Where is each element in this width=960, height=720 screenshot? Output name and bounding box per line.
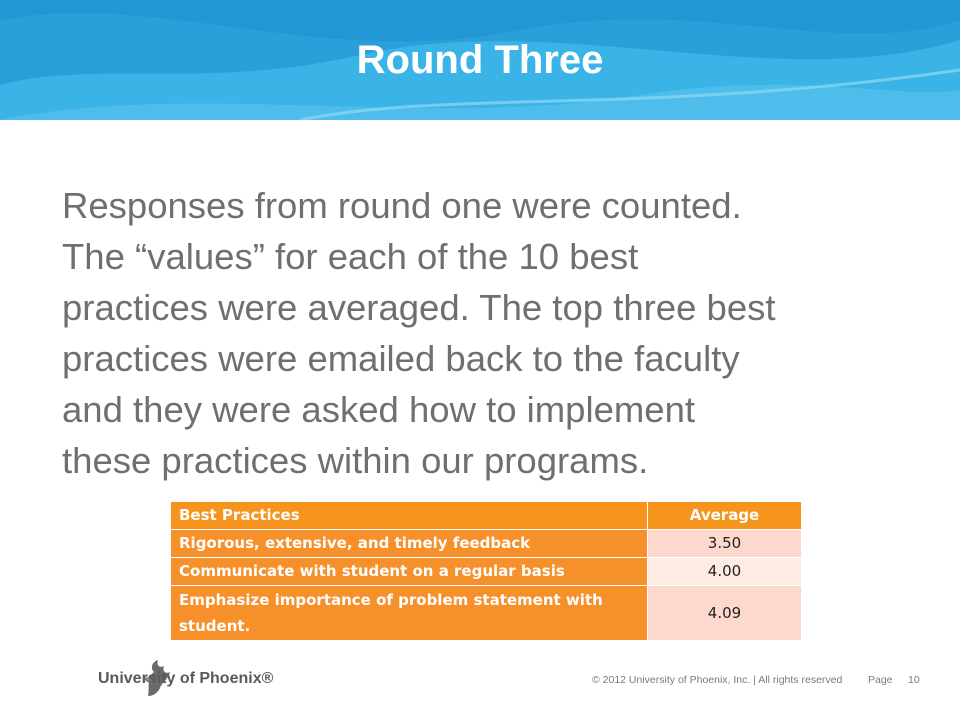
average-cell: 4.09 (648, 586, 802, 641)
body-line: and they were asked how to implement (62, 389, 696, 430)
best-practices-table (170, 501, 802, 641)
body-line: these practices within our programs. (62, 440, 649, 481)
page-title: Round Three (356, 38, 604, 82)
body-line: practices were emailed back to the faculty (62, 338, 740, 379)
body-paragraph (62, 180, 932, 486)
column-header-practice: Best Practices (171, 502, 648, 530)
copyright-text: © 2012 University of Phoenix, Inc. | All rights reserved (592, 674, 843, 686)
page-label: Page (868, 674, 893, 686)
table-row (171, 586, 802, 641)
university-logo-text: University of Phoenix® (98, 670, 274, 687)
practice-cell: Rigorous, extensive, and timely feedback (171, 530, 648, 558)
page-number: 10 (908, 674, 920, 686)
body-line: The “values” for each of the 10 best (62, 236, 639, 277)
practice-cell: Emphasize importance of problem statement with student. (171, 586, 648, 641)
header-banner (0, 0, 960, 120)
table-row (171, 530, 802, 558)
average-cell: 4.00 (648, 558, 802, 586)
average-cell: 3.50 (648, 530, 802, 558)
table-row (171, 558, 802, 586)
column-header-average: Average (648, 502, 802, 530)
body-line: Responses from round one were counted. (62, 185, 742, 226)
body-line: practices were averaged. The top three best (62, 287, 776, 328)
practice-cell: Communicate with student on a regular basis (171, 558, 648, 586)
table-header-row (171, 502, 802, 530)
